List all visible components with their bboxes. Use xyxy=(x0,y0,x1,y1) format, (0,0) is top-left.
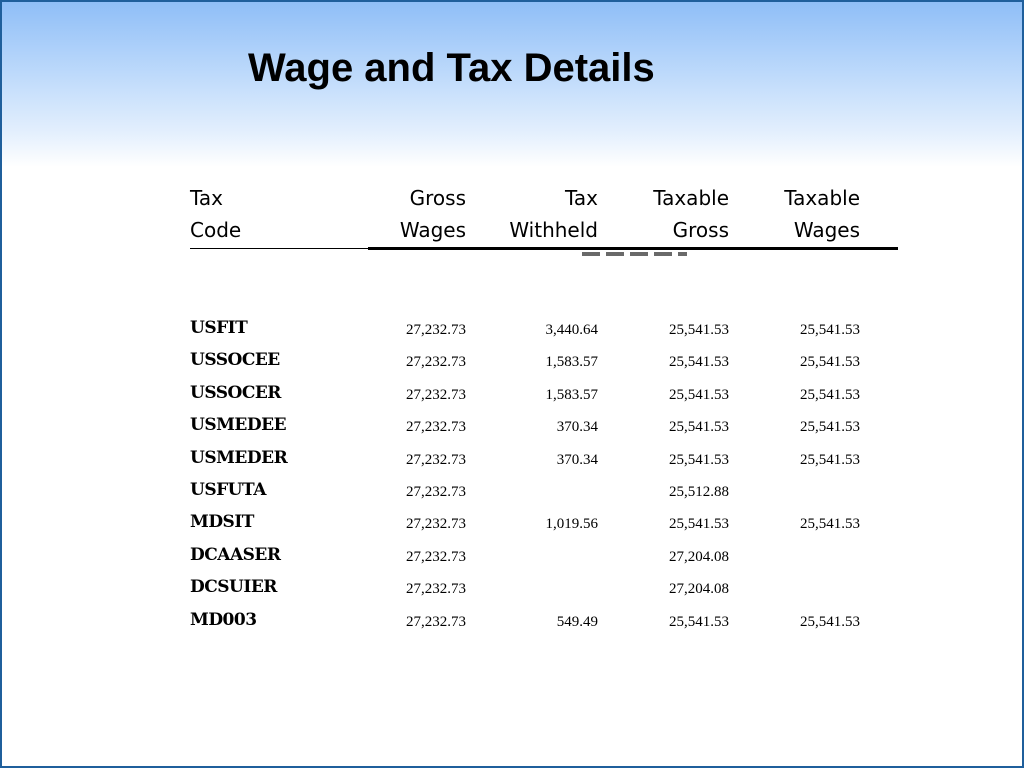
tax-withheld: 1,019.56 xyxy=(545,516,598,533)
taxable-gross: 25,541.53 xyxy=(669,386,729,403)
header-line1: Tax xyxy=(190,186,223,210)
taxable-wages: 25,541.53 xyxy=(800,419,860,436)
table-row xyxy=(2,577,1022,609)
tax-code: MDSIT xyxy=(190,512,254,533)
table-row xyxy=(2,415,1022,447)
tax-withheld: 370.34 xyxy=(556,451,598,468)
tax-withheld: 3,440.64 xyxy=(545,322,598,338)
header-line2: Wages xyxy=(793,218,860,242)
taxable-gross: 27,204.08 xyxy=(669,548,729,565)
taxable-gross: 27,204.08 xyxy=(669,581,729,598)
taxable-wages: 25,541.53 xyxy=(800,354,860,371)
header-line1: Gross xyxy=(409,186,466,210)
header-taxable-wages xyxy=(720,182,860,246)
table-row xyxy=(2,448,1022,480)
header-tax-code xyxy=(190,182,241,246)
tax-withheld: 1,583.57 xyxy=(545,354,598,371)
tax-code: USFIT xyxy=(190,318,248,338)
taxable-wages: 25,541.53 xyxy=(800,451,860,468)
tax-code: DCAASER xyxy=(190,544,281,565)
table-row xyxy=(2,383,1022,415)
partial-text-artifact xyxy=(582,252,687,256)
taxable-gross: 25,541.53 xyxy=(669,354,729,371)
taxable-gross: 25,541.53 xyxy=(669,516,729,533)
table-row xyxy=(2,480,1022,512)
header-line1: Taxable xyxy=(653,186,729,210)
header-line2: Gross xyxy=(672,218,729,242)
table-row xyxy=(2,350,1022,382)
header-line2: Code xyxy=(190,218,242,242)
taxable-gross: 25,541.53 xyxy=(669,322,729,338)
gross-wages: 27,232.73 xyxy=(406,581,466,598)
table-row xyxy=(2,610,1022,642)
gross-wages: 27,232.73 xyxy=(406,419,466,436)
slide-title: Wage and Tax Details xyxy=(248,46,655,90)
taxable-gross: 25,541.53 xyxy=(669,613,729,630)
header-gross-wages xyxy=(346,182,466,246)
header-divider-thin xyxy=(190,248,368,249)
header-line2: Withheld xyxy=(509,218,598,242)
header-line2: Wages xyxy=(399,218,466,242)
taxable-gross: 25,541.53 xyxy=(669,419,729,436)
gross-wages: 27,232.73 xyxy=(406,613,466,630)
header-tax-withheld xyxy=(458,182,598,246)
taxable-gross: 25,541.53 xyxy=(669,451,729,468)
tax-table-body xyxy=(2,318,1022,642)
tax-withheld: 549.49 xyxy=(556,613,598,630)
taxable-wages: 25,541.53 xyxy=(800,516,860,533)
gross-wages: 27,232.73 xyxy=(406,451,466,468)
table-row xyxy=(2,545,1022,577)
tax-code: MD003 xyxy=(190,609,257,630)
taxable-gross: 25,512.88 xyxy=(669,483,729,500)
tax-code: DCSUIER xyxy=(190,577,277,598)
header-taxable-gross xyxy=(589,182,729,246)
gross-wages: 27,232.73 xyxy=(406,386,466,403)
tax-code: USMEDER xyxy=(190,447,288,468)
gross-wages: 27,232.73 xyxy=(406,548,466,565)
tax-withheld: 370.34 xyxy=(556,419,598,436)
header-line1: Taxable xyxy=(784,186,860,210)
taxable-wages: 25,541.53 xyxy=(800,322,860,338)
gross-wages: 27,232.73 xyxy=(406,483,466,500)
taxable-wages: 25,541.53 xyxy=(800,613,860,630)
table-row xyxy=(2,512,1022,544)
tax-withheld: 1,583.57 xyxy=(545,386,598,403)
header-divider-thick xyxy=(368,247,898,250)
tax-code: USSOCER xyxy=(190,382,281,403)
gross-wages: 27,232.73 xyxy=(406,354,466,371)
gross-wages: 27,232.73 xyxy=(406,516,466,533)
tax-code: USMEDEE xyxy=(190,415,287,436)
gross-wages: 27,232.73 xyxy=(406,322,466,338)
table-row xyxy=(2,318,1022,350)
tax-code: USSOCEE xyxy=(190,350,280,371)
header-line1: Tax xyxy=(565,186,598,210)
taxable-wages: 25,541.53 xyxy=(800,386,860,403)
tax-code: USFUTA xyxy=(190,479,266,500)
